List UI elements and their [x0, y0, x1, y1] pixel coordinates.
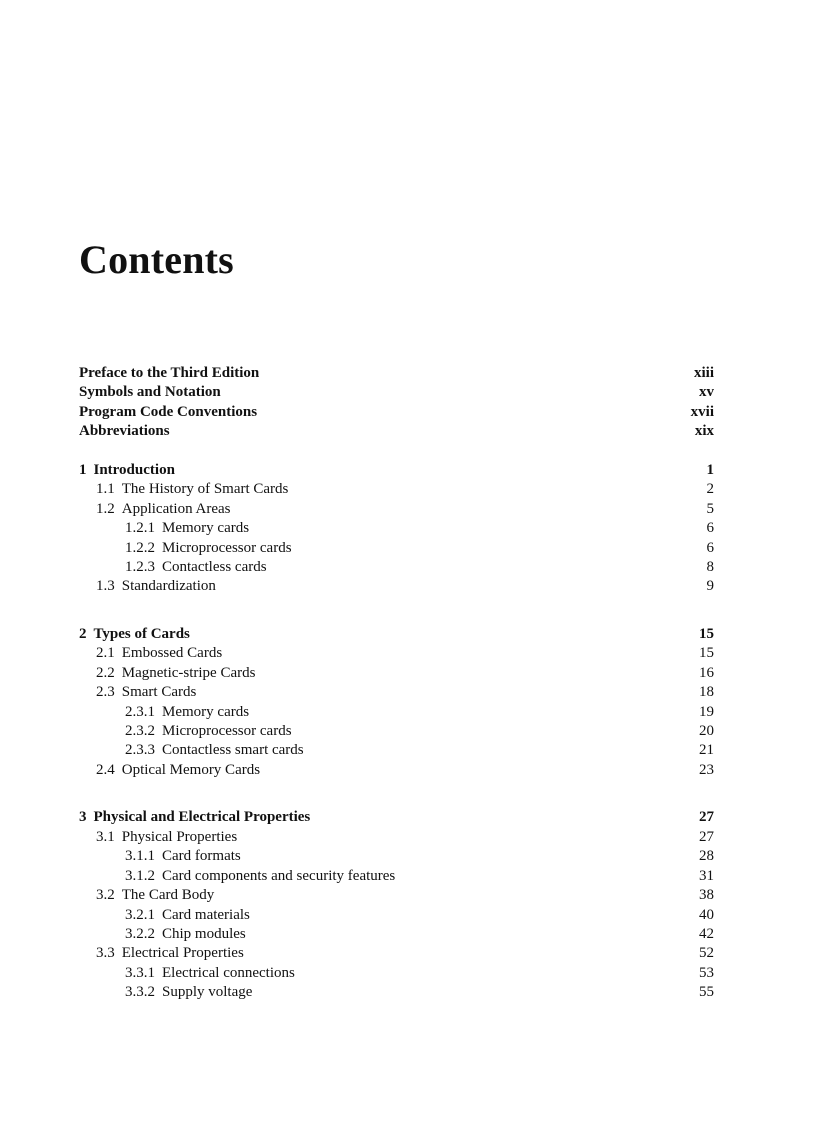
chapter-title: Types of Cards — [93, 625, 190, 642]
toc-entry-title: Preface to the Third Edition — [79, 365, 260, 381]
toc-entry-label — [79, 722, 292, 741]
toc-entry-section[interactable] — [79, 644, 714, 663]
section-number: 2.2 — [96, 664, 115, 681]
section-number: 1.2.2 — [125, 539, 155, 556]
toc-entry-label — [79, 925, 246, 944]
section-title: Microprocessor cards — [162, 723, 292, 739]
toc-page-number: 6 — [706, 520, 714, 537]
toc-page-number: 55 — [699, 984, 714, 1001]
toc-entry-section[interactable] — [79, 500, 714, 519]
toc-page-number: 27 — [699, 828, 714, 845]
toc-entry-label — [79, 519, 249, 538]
toc-entry-subsection[interactable] — [79, 539, 714, 558]
section-title: Embossed Cards — [121, 645, 223, 662]
toc-page-number: 19 — [699, 703, 714, 720]
section-title: Memory cards — [162, 520, 250, 537]
chapter-list — [79, 461, 714, 1003]
section-title: Card formats — [162, 848, 241, 865]
toc-entry-section[interactable] — [79, 480, 714, 499]
toc-page-number: xv — [699, 384, 714, 401]
toc-entry-subsection[interactable] — [79, 558, 714, 577]
section-title: Contactless smart cards — [162, 742, 304, 759]
section-number: 1.2.3 — [125, 558, 155, 575]
toc-entry-front-matter[interactable] — [79, 422, 714, 441]
toc-page-number: xix — [694, 423, 714, 440]
section-title: Contactless cards — [162, 558, 267, 575]
toc-entry-label — [79, 500, 230, 519]
toc-entry-title: Abbreviations — [79, 423, 170, 440]
toc-page-number: 2 — [706, 481, 714, 498]
section-number: 1.2.1 — [125, 520, 155, 537]
toc-page-number: 18 — [699, 684, 714, 701]
toc-page-number: 15 — [699, 625, 714, 642]
toc-page-number: 5 — [706, 500, 714, 517]
section-title: Supply voltage — [162, 984, 253, 1001]
toc-entry-label — [79, 847, 241, 866]
toc-entry-label — [79, 964, 295, 983]
toc-entry-label — [79, 983, 252, 1002]
section-title: Application Areas — [121, 500, 231, 517]
toc-entry-label — [79, 867, 395, 886]
toc-entry-section[interactable] — [79, 761, 714, 780]
toc-entry-label — [79, 683, 196, 702]
toc-entry-label — [79, 741, 304, 760]
section-number: 3.2.1 — [125, 906, 155, 923]
toc-entry-front-matter[interactable] — [79, 383, 714, 402]
table-of-contents — [79, 364, 714, 1031]
toc-entry-label — [79, 625, 190, 644]
toc-entry-label — [79, 644, 222, 663]
toc-page-number: 21 — [699, 742, 714, 759]
toc-entry-label — [79, 539, 292, 558]
section-title: The History of Smart Cards — [121, 481, 289, 498]
toc-page-number: 38 — [699, 887, 714, 904]
section-number: 2.3.2 — [125, 723, 155, 739]
section-number: 3.2 — [96, 887, 115, 904]
toc-page-number: 20 — [699, 723, 714, 739]
chapter-number: 2 — [79, 625, 87, 642]
toc-entry-front-matter[interactable] — [79, 364, 714, 383]
front-matter-list — [79, 364, 714, 442]
toc-entry-label — [79, 906, 250, 925]
page-title: Contents — [79, 237, 234, 282]
toc-page-number: 16 — [699, 664, 714, 681]
toc-entry-section[interactable] — [79, 683, 714, 702]
chapter-title: Physical and Electrical Properties — [93, 809, 311, 826]
toc-entry-subsection[interactable] — [79, 722, 714, 741]
section-number: 3.3.1 — [125, 964, 155, 981]
toc-page-number: 23 — [699, 761, 714, 778]
toc-entry-label — [79, 703, 249, 722]
toc-page-number: xiii — [693, 365, 714, 381]
toc-page-number: 6 — [706, 539, 714, 556]
toc-entry-subsection[interactable] — [79, 741, 714, 760]
toc-entry-label — [79, 480, 288, 499]
toc-entry-section[interactable] — [79, 664, 714, 683]
toc-entry-subsection[interactable] — [79, 925, 714, 944]
chapter-number: 3 — [79, 809, 87, 826]
section-number: 2.3 — [96, 684, 115, 701]
section-number: 2.1 — [96, 645, 115, 662]
toc-entry-subsection[interactable] — [79, 519, 714, 538]
section-title: Electrical connections — [162, 964, 295, 981]
toc-entry-front-matter[interactable] — [79, 403, 714, 422]
toc-entry-chapter[interactable] — [79, 808, 714, 827]
section-title: Physical Properties — [121, 828, 238, 845]
section-number: 3.3 — [96, 945, 115, 962]
toc-entry-subsection[interactable] — [79, 964, 714, 983]
section-number: 3.1 — [96, 828, 115, 845]
toc-entry-subsection[interactable] — [79, 867, 714, 886]
toc-entry-label — [79, 828, 237, 847]
section-number: 3.1.1 — [125, 848, 155, 865]
section-number: 2.3.3 — [125, 742, 155, 759]
toc-entry-label — [79, 558, 267, 577]
toc-page-number: 31 — [699, 867, 714, 884]
toc-entry-label — [79, 664, 255, 683]
toc-entry-chapter[interactable] — [79, 625, 714, 644]
section-number: 1.2 — [96, 500, 115, 517]
chapter-block — [79, 808, 714, 1002]
section-number: 2.3.1 — [125, 703, 155, 720]
section-number: 2.4 — [96, 761, 115, 778]
section-title: Magnetic-stripe Cards — [121, 664, 256, 681]
toc-page-number: 27 — [699, 809, 714, 826]
section-title: Smart Cards — [121, 684, 197, 701]
toc-page-number: 1 — [706, 461, 714, 478]
toc-page-number: xvii — [690, 403, 714, 420]
chapter-number: 1 — [79, 461, 87, 478]
toc-page-number: 40 — [699, 906, 714, 923]
toc-page-number: 42 — [699, 925, 714, 942]
section-number: 3.3.2 — [125, 984, 155, 1001]
toc-page-number: 15 — [699, 645, 714, 662]
toc-entry-subsection[interactable] — [79, 703, 714, 722]
toc-entry-title: Symbols and Notation — [79, 384, 221, 401]
section-title: Electrical Properties — [121, 945, 244, 962]
toc-entry-label — [79, 886, 214, 905]
toc-entry-label — [79, 808, 310, 827]
toc-entry-subsection[interactable] — [79, 906, 714, 925]
toc-page-number: 8 — [706, 558, 714, 575]
toc-entry-label — [79, 944, 244, 963]
section-number: 1.3 — [96, 578, 115, 595]
section-title: Card materials — [162, 906, 250, 923]
toc-entry-subsection[interactable] — [79, 847, 714, 866]
chapter-block — [79, 625, 714, 781]
section-title: Chip modules — [162, 925, 246, 942]
toc-page-number: 53 — [699, 964, 714, 981]
section-title: Memory cards — [162, 703, 250, 720]
section-number: 1.1 — [96, 481, 115, 498]
toc-entry-label — [79, 461, 175, 480]
chapter-title: Introduction — [93, 461, 175, 478]
toc-page-number: 9 — [706, 578, 714, 595]
section-number: 3.1.2 — [125, 867, 155, 884]
toc-entry-section[interactable] — [79, 886, 714, 905]
toc-entry-title: Program Code Conventions — [79, 403, 258, 420]
section-number: 3.2.2 — [125, 925, 155, 942]
toc-entry-label — [79, 577, 216, 596]
toc-page-number: 28 — [699, 848, 714, 865]
section-title: Microprocessor cards — [162, 539, 292, 556]
toc-entry-chapter[interactable] — [79, 461, 714, 480]
toc-entry-section[interactable] — [79, 944, 714, 963]
toc-entry-subsection[interactable] — [79, 983, 714, 1002]
section-title: Card components and security features — [162, 867, 396, 884]
chapter-block — [79, 461, 714, 597]
section-title: The Card Body — [121, 887, 215, 904]
toc-page-number: 52 — [699, 945, 714, 962]
section-title: Standardization — [121, 578, 216, 595]
section-title: Optical Memory Cards — [121, 761, 261, 778]
toc-entry-section[interactable] — [79, 828, 714, 847]
toc-entry-label — [79, 761, 260, 780]
toc-entry-section[interactable] — [79, 577, 714, 596]
